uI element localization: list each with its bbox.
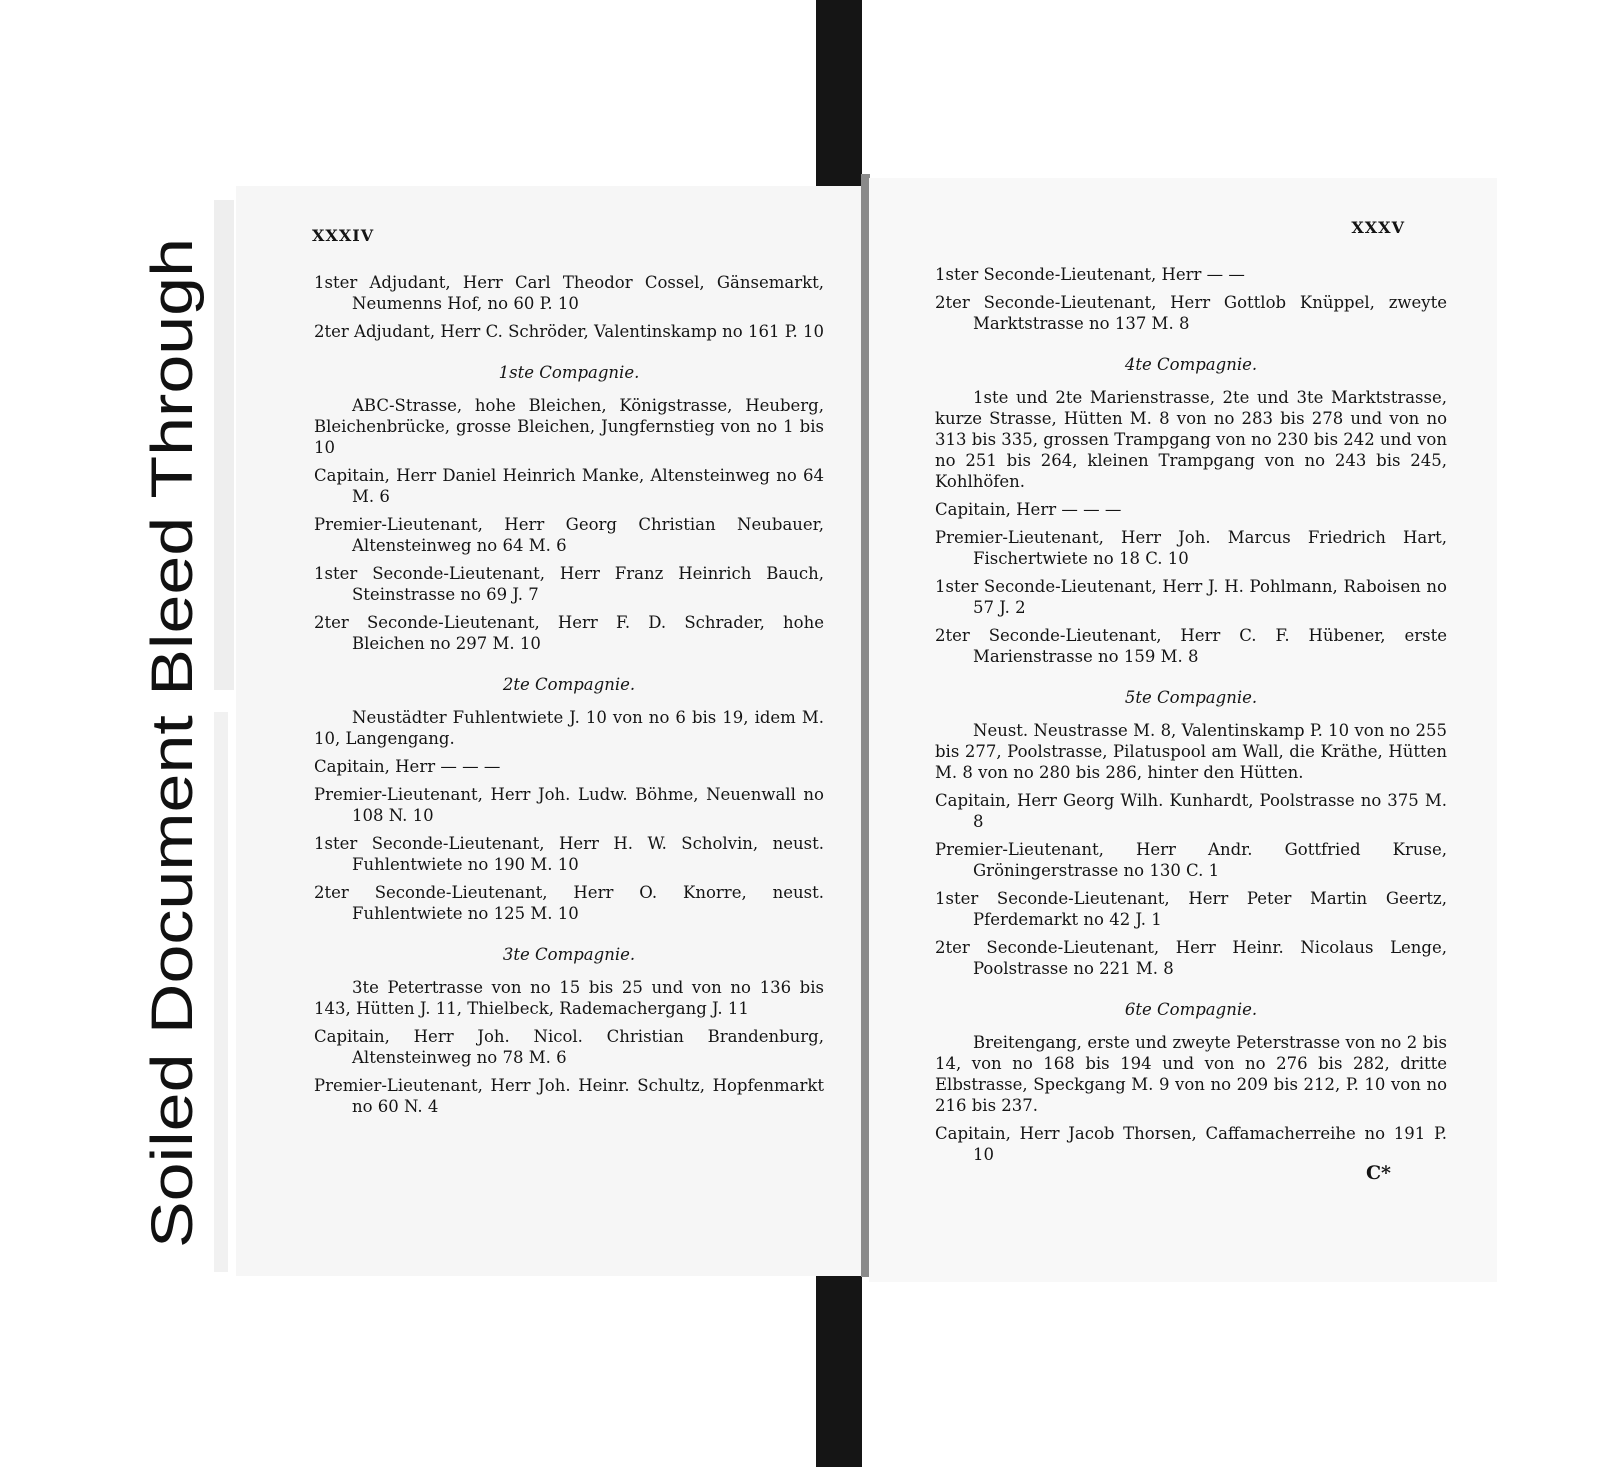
streets-paragraph: ABC-Strasse, hohe Bleichen, Königstrasse, Heuberg, Bleichenbrücke, grosse Bleichen, Jungfernstieg von no 1 bis 10 [314, 396, 824, 457]
section-heading: 5te Compagnie. [1124, 688, 1258, 707]
officer-entry: 1ster Seconde-Lieutenant, Herr J. H. Pohlmann, Raboisen no 57 J. 2 [935, 577, 1447, 617]
streets-paragraph: 3te Petertrasse von no 15 bis 25 und von no 136 bis 143, Hütten J. 11, Thielbeck, Rademachergang J. 11 [314, 978, 824, 1018]
officer-entry: 1ster Seconde-Lieutenant, Herr H. W. Scholvin, neust. Fuhlentwiete no 190 M. 10 [314, 834, 824, 874]
officer-entry: Premier-Lieutenant, Herr Joh. Ludw. Böhme, Neuenwall no 108 N. 10 [314, 785, 824, 825]
archival-stamp [140, 228, 210, 1268]
officer-entry: Capitain, Herr — — — [314, 757, 501, 776]
signature-mark: C* [1365, 1162, 1391, 1184]
section-heading: 4te Compagnie. [1124, 355, 1258, 374]
officer-entry: 2ter Seconde-Lieutenant, Herr C. F. Hübener, erste Marienstrasse no 159 M. 8 [935, 626, 1447, 666]
page-number-right: XXXV [1351, 218, 1405, 237]
streets-paragraph: 1ste und 2te Marienstrasse, 2te und 3te Marktstrasse, kurze Strasse, Hütten M. 8 von no 283 bis 278 und von no 313 bis 335, grossen Trampgang von no 230 bis 242 und von no 251 bis 264, kleinen Trampgang von no 243 bis 245, Kohlhöfen. [935, 388, 1447, 491]
binding-strip-bottom [816, 1272, 862, 1467]
left-page-text [314, 272, 824, 1124]
officer-entry: Premier-Lieutenant, Herr Andr. Gottfried Kruse, Gröningerstrasse no 130 C. 1 [935, 840, 1447, 880]
binding-strip-top [816, 0, 862, 186]
officer-entry: 2ter Seconde-Lieutenant, Herr Heinr. Nicolaus Lenge, Poolstrasse no 221 M. 8 [935, 938, 1447, 978]
officer-entry: 2ter Seconde-Lieutenant, Herr Gottlob Knüppel, zweyte Marktstrasse no 137 M. 8 [935, 293, 1447, 333]
officer-entry: Capitain, Herr Daniel Heinrich Manke, Altensteinweg no 64 M. 6 [314, 466, 824, 506]
paper-tab-top [214, 200, 234, 690]
officer-entry: Capitain, Herr Jacob Thorsen, Caffamacherreihe no 191 P. 10 [935, 1124, 1447, 1164]
section-heading: 1ste Compagnie. [498, 363, 640, 382]
officer-entry: 1ster Seconde-Lieutenant, Herr — — [935, 265, 1245, 284]
officer-entry: Capitain, Herr — — — [935, 500, 1122, 519]
streets-paragraph: Neustädter Fuhlentwiete J. 10 von no 6 bis 19, idem M. 10, Langengang. [314, 708, 824, 748]
officer-entry: 2ter Adjudant, Herr C. Schröder, Valentinskamp no 161 P. 10 [314, 322, 824, 341]
streets-paragraph: Breitengang, erste und zweyte Peterstrasse von no 2 bis 14, von no 168 bis 194 und von no 276 bis 282, dritte Elbstrasse, Speckgang M. 9 von no 209 bis 212, P. 10 von no 216 bis 237. [935, 1033, 1447, 1115]
section-heading: 6te Compagnie. [1124, 1000, 1258, 1019]
paper-tab-bottom [214, 712, 228, 1272]
section-heading: 2te Compagnie. [502, 675, 636, 694]
officer-entry: Capitain, Herr Joh. Nicol. Christian Brandenburg, Altensteinweg no 78 M. 6 [314, 1027, 824, 1067]
officer-entry: Premier-Lieutenant, Herr Joh. Heinr. Schultz, Hopfenmarkt no 60 N. 4 [314, 1076, 824, 1116]
officer-entry: Premier-Lieutenant, Herr Joh. Marcus Friedrich Hart, Fischertwiete no 18 C. 10 [935, 528, 1447, 568]
stamp-text: Soiled Document Bleed Through [140, 410, 205, 1248]
streets-paragraph: Neust. Neustrasse M. 8, Valentinskamp P. 10 von no 255 bis 277, Poolstrasse, Pilatuspool am Wall, die Kräthe, Hütten M. 8 von no 280 bis 286, hinter den Hütten. [935, 721, 1447, 782]
officer-entry: 2ter Seconde-Lieutenant, Herr F. D. Schrader, hohe Bleichen no 297 M. 10 [314, 613, 824, 653]
officer-entry: Capitain, Herr Georg Wilh. Kunhardt, Poolstrasse no 375 M. 8 [935, 791, 1447, 831]
officer-entry: 1ster Seconde-Lieutenant, Herr Franz Heinrich Bauch, Steinstrasse no 69 J. 7 [314, 564, 824, 604]
officer-entry: 1ster Seconde-Lieutenant, Herr Peter Martin Geertz, Pferdemarkt no 42 J. 1 [935, 889, 1447, 929]
left-page [236, 186, 862, 1276]
officer-entry: 2ter Seconde-Lieutenant, Herr O. Knorre, neust. Fuhlentwiete no 125 M. 10 [314, 883, 824, 923]
right-page-text [935, 264, 1447, 1172]
page-number-left: XXXIV [312, 226, 375, 245]
right-page [869, 178, 1497, 1282]
officer-entry: 1ster Adjudant, Herr Carl Theodor Cossel, Gänsemarkt, Neumenns Hof, no 60 P. 10 [314, 273, 824, 313]
officer-entry: Premier-Lieutenant, Herr Georg Christian Neubauer, Altensteinweg no 64 M. 6 [314, 515, 824, 555]
section-heading: 3te Compagnie. [502, 945, 636, 964]
